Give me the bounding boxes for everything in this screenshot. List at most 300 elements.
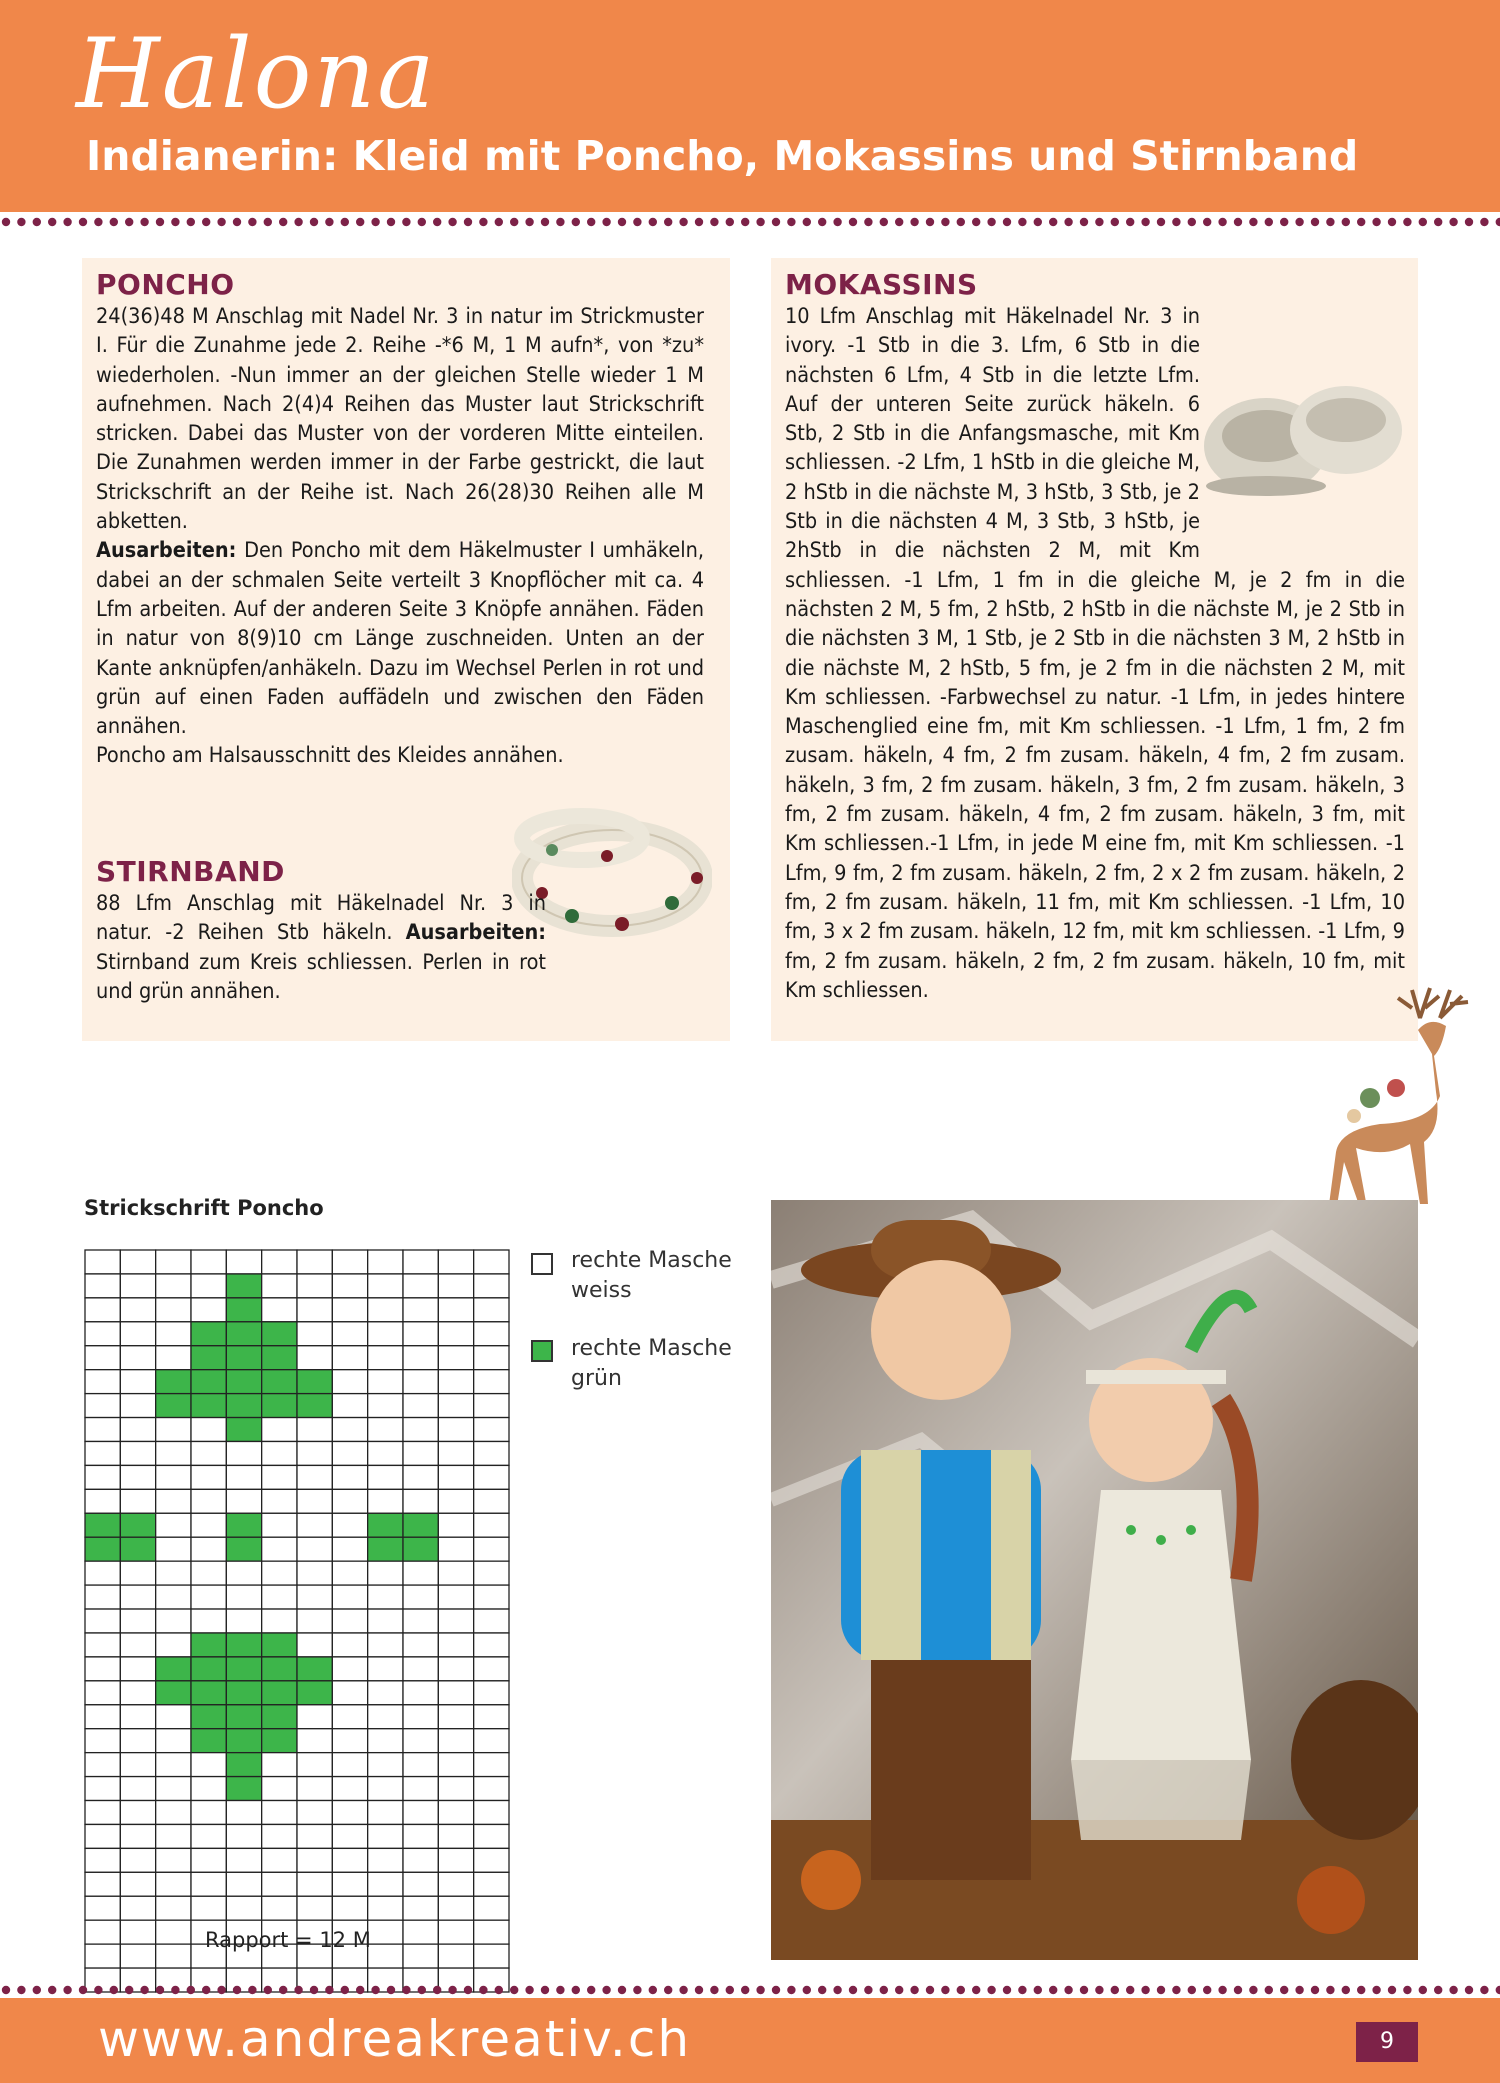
rapport-label: Rapport = 12 M — [205, 1928, 371, 1952]
chart-cell-white — [297, 1418, 332, 1442]
stirnband-text-2: Stirnband zum Kreis schliessen. Perlen in rot und grün annähen. — [96, 949, 546, 1004]
chart-cell-white — [403, 1441, 438, 1465]
divider-dot — [371, 1986, 379, 1994]
divider-dot — [433, 1986, 441, 1994]
divider-dot — [17, 1986, 25, 1994]
divider-dot — [926, 218, 934, 226]
chart-cell-white — [438, 1872, 473, 1896]
divider-dot — [63, 1986, 71, 1994]
chart-cell-white — [332, 1346, 367, 1370]
chart-cell-white — [297, 1633, 332, 1657]
chart-cell-white — [156, 1346, 191, 1370]
divider-dot — [1111, 218, 1119, 226]
chart-cell-white — [368, 1274, 403, 1298]
divider-dot — [1018, 218, 1026, 226]
legend-green-label-2: grün — [571, 1366, 622, 1391]
chart-cell-green — [297, 1370, 332, 1394]
divider-dot — [1388, 1986, 1396, 1994]
chart-cell-white — [368, 1394, 403, 1418]
chart-cell-white — [226, 1561, 261, 1585]
chart-cell-white — [474, 1513, 509, 1537]
divider-dot — [63, 218, 71, 226]
website-url[interactable]: www.andreakreativ.ch — [98, 2010, 692, 2068]
chart-cell-white — [474, 1346, 509, 1370]
chart-cell-white — [332, 1753, 367, 1777]
divider-dot — [248, 1986, 256, 1994]
chart-cell-white — [120, 1561, 155, 1585]
divider-dot — [1049, 218, 1057, 226]
divider-dot — [1311, 1986, 1319, 1994]
chart-cell-white — [191, 1777, 226, 1801]
divider-dot — [356, 1986, 364, 1994]
divider-dot — [202, 1986, 210, 1994]
divider-dot — [264, 1986, 272, 1994]
chart-cell-white — [226, 1609, 261, 1633]
chart-cell-white — [85, 1801, 120, 1825]
stirnband-heading: STIRNBAND — [96, 855, 285, 888]
chart-cell-white — [120, 1801, 155, 1825]
legend-green-label-1: rechte Masche — [571, 1336, 732, 1361]
chart-cell-white — [262, 1824, 297, 1848]
chart-cell-white — [85, 1705, 120, 1729]
divider-dot — [495, 218, 503, 226]
chart-cell-green — [156, 1657, 191, 1681]
divider-dot — [1188, 1986, 1196, 1994]
chart-cell-white — [156, 1465, 191, 1489]
chart-cell-white — [403, 1274, 438, 1298]
chart-cell-white — [474, 1753, 509, 1777]
divider-dot — [756, 218, 764, 226]
divider-dot — [1095, 1986, 1103, 1994]
chart-cell-green — [226, 1370, 261, 1394]
divider-dot — [1218, 1986, 1226, 1994]
chart-cell-white — [85, 1418, 120, 1442]
chart-cell-white — [368, 1729, 403, 1753]
chart-cell-white — [191, 1489, 226, 1513]
divider-dot — [140, 218, 148, 226]
chart-cell-green — [191, 1370, 226, 1394]
chart-cell-white — [368, 1561, 403, 1585]
divider-dot — [125, 1986, 133, 1994]
divider-dot — [1218, 218, 1226, 226]
divider-dot — [618, 1986, 626, 1994]
chart-cell-white — [226, 1824, 261, 1848]
divider-dot — [233, 218, 241, 226]
divider-dot — [433, 218, 441, 226]
chart-cell-white — [403, 1848, 438, 1872]
divider-dot — [94, 218, 102, 226]
chart-cell-white — [85, 1920, 120, 1944]
chart-cell-white — [403, 1418, 438, 1442]
divider-dot — [633, 218, 641, 226]
divider-dot — [1295, 1986, 1303, 1994]
chart-cell-white — [332, 1729, 367, 1753]
chart-cell-white — [85, 1465, 120, 1489]
chart-cell-green — [120, 1513, 155, 1537]
chart-cell-white — [191, 1274, 226, 1298]
divider-dot — [756, 1986, 764, 1994]
chart-cell-white — [403, 1465, 438, 1489]
divider-dot — [1234, 218, 1242, 226]
chart-cell-white — [85, 1777, 120, 1801]
chart-cell-white — [262, 1537, 297, 1561]
chart-cell-white — [332, 1777, 367, 1801]
chart-cell-white — [438, 1465, 473, 1489]
divider-dot — [880, 1986, 888, 1994]
divider-dot — [310, 1986, 318, 1994]
poncho-paragraph-2 — [96, 536, 704, 741]
divider-dot — [1265, 218, 1273, 226]
chart-cell-white — [156, 1801, 191, 1825]
chart-cell-green — [226, 1729, 261, 1753]
chart-cell-white — [120, 1298, 155, 1322]
chart-cell-white — [262, 1441, 297, 1465]
chart-cell-white — [120, 1370, 155, 1394]
chart-cell-white — [85, 1322, 120, 1346]
chart-cell-green — [368, 1513, 403, 1537]
chart-cell-white — [438, 1418, 473, 1442]
divider-dot — [1141, 1986, 1149, 1994]
chart-cell-green — [368, 1537, 403, 1561]
mokassins-text: 10 Lfm Anschlag mit Häkelnadel Nr. 3 in ivory. -1 Stb in die 3. Lfm, 6 Stb in die nächsten 6 Lfm, 4 Stb in die letzte Lfm. Auf der unteren Seite zurück häkeln. 6 Stb, 2 Stb in die Anfangsmasche, mit Km schliessen. -2 Lfm, 1 hStb in die gleiche M, 2 hStb in die nächste M, 3 hStb, 3 Stb, je 2 Stb in die nächsten 4 M, 3 Stb, 3 hStb, je 2hStb in die nächsten 2 M, mit Km schliessen. -1 Lfm, 1 fm in die gleiche M, je 2 fm in die nächsten 2 M, 5 fm, 2 hStb, 2 hStb in die nächste M, je 2 Stb in die nächsten 3 M, 1 Stb, je 2 Stb in die nächsten 3 M, 2 hStb in die nächste M, 2 hStb, 5 fm, je 2 fm in die nächsten 2 M, mit Km schliessen. -Farbwechsel zu natur. -1 Lfm, in jedes hintere Maschenglied eine fm, mit Km schliessen. -1 Lfm, 1 fm, 2 fm zusam. häkeln, 4 fm, 2 fm zusam. häkeln, 4 fm, 2 fm zusam. häkeln, 3 fm, 2 fm zusam. häkeln, 3 fm, 2 fm zusam. häkeln, 3 fm, 2 fm zusam. häkeln, 4 fm, 2 fm zusam. häkeln, 3 fm, mit Km schliessen.-1 Lfm, in jede M eine fm, mit Km schliessen. -1 Lfm, 9 fm, 2 fm zusam. häkeln, 2 fm, 2 x 2 fm zusam. häkeln, 2 fm, 2 fm zusam. häkeln, 11 fm, mit Km schliessen. -1 Lfm, 10 fm, 3 x 2 fm zusam. häkeln, 12 fm, mit km schliessen. -1 Lfm, 9 fm, 2 fm zusam. häkeln, 2 fm, 2 fm zusam. häkeln, 10 fm, mit Km schliessen. — [785, 304, 1405, 1003]
chart-cell-white — [403, 1394, 438, 1418]
divider-dot — [1419, 1986, 1427, 1994]
divider-dot — [1388, 218, 1396, 226]
chart-cell-white — [297, 1705, 332, 1729]
chart-cell-white — [368, 1705, 403, 1729]
chart-cell-white — [332, 1274, 367, 1298]
chart-cell-green — [85, 1513, 120, 1537]
divider-dot — [1403, 218, 1411, 226]
deer-illustration — [1300, 978, 1500, 1218]
chart-cell-white — [120, 1896, 155, 1920]
divider-dot — [341, 1986, 349, 1994]
divider-dot — [171, 1986, 179, 1994]
chart-cell-white — [297, 1441, 332, 1465]
divider-dot — [279, 218, 287, 226]
chart-cell-white — [368, 1441, 403, 1465]
chart-cell-white — [403, 1609, 438, 1633]
knitting-chart — [84, 1249, 510, 1993]
chart-cell-white — [403, 1561, 438, 1585]
chart-cell-green — [156, 1681, 191, 1705]
divider-dot — [525, 218, 533, 226]
chart-cell-white — [226, 1896, 261, 1920]
divider-dot — [1326, 1986, 1334, 1994]
chart-cell-white — [191, 1848, 226, 1872]
chart-cell-white — [403, 1920, 438, 1944]
divider-dot — [957, 218, 965, 226]
chart-cell-white — [474, 1322, 509, 1346]
divider-dot — [140, 1986, 148, 1994]
chart-cell-white — [262, 1465, 297, 1489]
chart-cell-white — [332, 1465, 367, 1489]
chart-cell-white — [120, 1753, 155, 1777]
chart-cell-white — [332, 1537, 367, 1561]
divider-dot — [1434, 1986, 1442, 1994]
divider-dot — [110, 218, 118, 226]
divider-dot — [602, 1986, 610, 1994]
divider-dot — [864, 218, 872, 226]
page-title: Halona — [76, 18, 437, 130]
divider-dot — [987, 218, 995, 226]
chart-cell-white — [85, 1250, 120, 1274]
chart-cell-green — [226, 1705, 261, 1729]
chart-cell-green — [191, 1633, 226, 1657]
mokassins-instructions — [785, 302, 1405, 1005]
chart-cell-white — [120, 1729, 155, 1753]
chart-cell-green — [226, 1777, 261, 1801]
divider-dot — [33, 1986, 41, 1994]
chart-cell-white — [85, 1346, 120, 1370]
chart-cell-white — [403, 1489, 438, 1513]
chart-cell-white — [368, 1250, 403, 1274]
chart-cell-white — [120, 1489, 155, 1513]
chart-cell-white — [474, 1370, 509, 1394]
chart-cell-green — [226, 1322, 261, 1346]
chart-cell-green — [156, 1370, 191, 1394]
divider-dot — [156, 1986, 164, 1994]
divider-dot — [110, 1986, 118, 1994]
chart-cell-white — [474, 1944, 509, 1968]
chart-cell-white — [438, 1441, 473, 1465]
chart-cell-white — [297, 1848, 332, 1872]
chart-cell-white — [438, 1561, 473, 1585]
chart-cell-white — [332, 1394, 367, 1418]
divider-dot — [1203, 218, 1211, 226]
chart-cell-white — [332, 1801, 367, 1825]
chart-cell-white — [85, 1370, 120, 1394]
chart-cell-white — [262, 1250, 297, 1274]
chart-cell-green — [262, 1322, 297, 1346]
chart-cell-white — [297, 1513, 332, 1537]
divider-dot — [602, 218, 610, 226]
chart-cell-white — [191, 1872, 226, 1896]
divider-dot — [279, 1986, 287, 1994]
divider-dot — [325, 1986, 333, 1994]
divider-dot — [48, 218, 56, 226]
chart-cell-green — [120, 1537, 155, 1561]
chart-cell-white — [474, 1633, 509, 1657]
chart-cell-white — [156, 1322, 191, 1346]
chart-cell-white — [403, 1681, 438, 1705]
chart-cell-white — [156, 1944, 191, 1968]
chart-cell-white — [368, 1801, 403, 1825]
chart-cell-white — [438, 1394, 473, 1418]
divider-dot — [1249, 1986, 1257, 1994]
chart-cell-white — [191, 1465, 226, 1489]
divider-dot — [479, 1986, 487, 1994]
divider-dot — [849, 1986, 857, 1994]
chart-cell-white — [262, 1274, 297, 1298]
chart-cell-white — [120, 1777, 155, 1801]
chart-cell-white — [403, 1705, 438, 1729]
chart-cell-white — [332, 1872, 367, 1896]
chart-cell-white — [368, 1465, 403, 1489]
divider-dot — [1188, 218, 1196, 226]
divider-dot — [356, 218, 364, 226]
chart-cell-white — [474, 1657, 509, 1681]
divider-dot — [325, 218, 333, 226]
divider-dot — [202, 218, 210, 226]
divider-dot — [741, 1986, 749, 1994]
chart-cell-white — [191, 1824, 226, 1848]
chart-cell-green — [156, 1394, 191, 1418]
mokassins-section — [771, 258, 1418, 1041]
chart-cell-white — [120, 1824, 155, 1848]
chart-cell-green — [191, 1657, 226, 1681]
chart-cell-white — [474, 1729, 509, 1753]
divider-dot — [1496, 218, 1500, 226]
chart-cell-white — [156, 1753, 191, 1777]
divider-dot — [849, 218, 857, 226]
chart-cell-white — [120, 1872, 155, 1896]
poncho-ausarbeiten-label: Ausarbeiten: — [96, 538, 237, 564]
legend-green — [571, 1334, 732, 1394]
stirnband-text-1: 88 Lfm Anschlag mit Häkelnadel Nr. 3 in natur. -2 Reihen Stb häkeln. — [96, 891, 546, 946]
divider-dot — [1034, 218, 1042, 226]
divider-dot — [941, 1986, 949, 1994]
divider-dot — [818, 1986, 826, 1994]
chart-cell-white — [85, 1561, 120, 1585]
chart-cell-white — [332, 1441, 367, 1465]
chart-cell-white — [120, 1705, 155, 1729]
chart-cell-white — [368, 1848, 403, 1872]
divider-dot — [741, 218, 749, 226]
chart-cell-white — [297, 1561, 332, 1585]
divider-dot — [710, 218, 718, 226]
divider-dot — [510, 1986, 518, 1994]
chart-cell-white — [438, 1370, 473, 1394]
divider-dot — [217, 1986, 225, 1994]
divider-dot — [1311, 218, 1319, 226]
chart-cell-white — [438, 1896, 473, 1920]
chart-cell-green — [226, 1537, 261, 1561]
chart-cell-white — [156, 1274, 191, 1298]
divider-dot — [1342, 1986, 1350, 1994]
divider-dot — [2, 218, 10, 226]
divider-dot — [726, 1986, 734, 1994]
chart-cell-white — [156, 1418, 191, 1442]
chart-cell-white — [191, 1801, 226, 1825]
chart-cell-white — [403, 1370, 438, 1394]
divider-dot — [1449, 218, 1457, 226]
divider-dot — [572, 1986, 580, 1994]
chart-cell-white — [368, 1872, 403, 1896]
chart-cell-green — [226, 1394, 261, 1418]
chart-cell-white — [438, 1705, 473, 1729]
chart-cell-green — [226, 1681, 261, 1705]
chart-cell-white — [474, 1705, 509, 1729]
divider-dot — [1342, 218, 1350, 226]
chart-cell-white — [438, 1681, 473, 1705]
chart-cell-white — [297, 1872, 332, 1896]
chart-cell-white — [474, 1872, 509, 1896]
chart-cell-green — [226, 1633, 261, 1657]
divider-dot — [1449, 1986, 1457, 1994]
divider-dot — [787, 1986, 795, 1994]
divider-dot — [803, 218, 811, 226]
chart-cell-white — [474, 1896, 509, 1920]
divider-dot — [1080, 1986, 1088, 1994]
chart-cell-white — [85, 1489, 120, 1513]
dotted-divider-bottom — [0, 1984, 1500, 1996]
divider-dot — [1111, 1986, 1119, 1994]
chart-cell-white — [438, 1585, 473, 1609]
divider-dot — [387, 218, 395, 226]
chart-cell-green — [191, 1681, 226, 1705]
divider-dot — [1157, 1986, 1165, 1994]
divider-dot — [1372, 218, 1380, 226]
chart-cell-white — [368, 1489, 403, 1513]
divider-dot — [957, 1986, 965, 1994]
divider-dot — [448, 218, 456, 226]
chart-cell-white — [156, 1489, 191, 1513]
chart-cell-white — [85, 1633, 120, 1657]
divider-dot — [1249, 218, 1257, 226]
chart-cell-green — [226, 1657, 261, 1681]
divider-dot — [1064, 218, 1072, 226]
divider-dot — [541, 1986, 549, 1994]
chart-cell-white — [368, 1657, 403, 1681]
divider-dot — [1095, 218, 1103, 226]
divider-dot — [541, 218, 549, 226]
divider-dot — [1419, 218, 1427, 226]
chart-cell-white — [85, 1298, 120, 1322]
chart-cell-white — [156, 1848, 191, 1872]
chart-cell-white — [474, 1394, 509, 1418]
chart-cell-white — [120, 1394, 155, 1418]
chart-cell-white — [85, 1394, 120, 1418]
chart-cell-white — [297, 1824, 332, 1848]
legend-swatch-green — [531, 1340, 553, 1362]
chart-cell-white — [368, 1609, 403, 1633]
chart-cell-white — [474, 1561, 509, 1585]
mokassins-heading: MOKASSINS — [785, 268, 978, 301]
divider-dot — [818, 218, 826, 226]
divider-dot — [418, 1986, 426, 1994]
divider-dot — [787, 218, 795, 226]
poncho-paragraph-1: 24(36)48 M Anschlag mit Nadel Nr. 3 in natur im Strickmuster I. Für die Zunahme jede 2. Reihe -*6 M, 1 M aufn*, von *zu* wiederholen. -Nun immer an der gleichen Stelle wieder 1 M aufnehmen. Nach 2(4)4 Reihen das Muster laut Strickschrift stricken. Dabei das Muster von der vorderen Mitte einteilen. Die Zunahmen werden immer in der Farbe gestrickt, die laut Strickschrift an der Reihe ist. Nach 26(28)30 Reihen alle M abketten. — [96, 304, 704, 535]
chart-cell-white — [403, 1872, 438, 1896]
divider-dot — [664, 218, 672, 226]
chart-cell-white — [332, 1824, 367, 1848]
divider-dot — [464, 1986, 472, 1994]
chart-cell-white — [191, 1561, 226, 1585]
chart-cell-white — [474, 1848, 509, 1872]
divider-dot — [125, 218, 133, 226]
page-header — [0, 0, 1500, 212]
divider-dot — [525, 1986, 533, 1994]
chart-cell-white — [191, 1250, 226, 1274]
chart-cell-white — [474, 1418, 509, 1442]
chart-cell-white — [262, 1872, 297, 1896]
chart-cell-white — [226, 1489, 261, 1513]
chart-cell-white — [438, 1777, 473, 1801]
chart-cell-white — [403, 1896, 438, 1920]
chart-cell-green — [226, 1418, 261, 1442]
divider-dot — [1403, 1986, 1411, 1994]
divider-dot — [972, 218, 980, 226]
divider-dot — [1034, 1986, 1042, 1994]
divider-dot — [79, 218, 87, 226]
divider-dot — [833, 1986, 841, 1994]
divider-dot — [1280, 1986, 1288, 1994]
legend-white-label-1: rechte Masche — [571, 1248, 732, 1273]
divider-dot — [987, 1986, 995, 1994]
divider-dot — [233, 1986, 241, 1994]
chart-cell-white — [438, 1537, 473, 1561]
